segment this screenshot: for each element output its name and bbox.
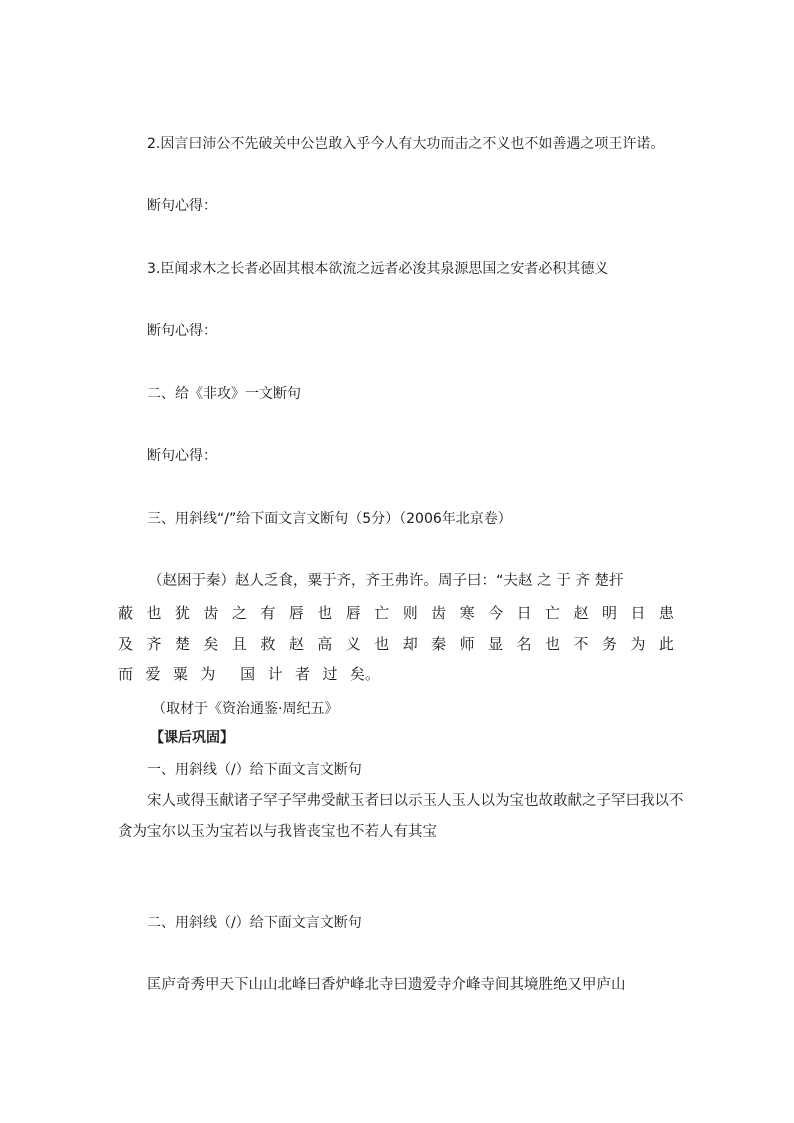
question-2-text: 2.因言曰沛公不先破关中公岂敢入乎今人有大功而击之不义也不如善遇之项王许诺。	[147, 136, 665, 152]
after-class-item-2-text: 匡庐奇秀甲天下山山北峰曰香炉峰北寺曰遗爱寺介峰寺间其境胜绝又甲庐山	[147, 977, 626, 993]
section-3-line-3: 及 齐 楚 矣 且 救 赵 高 义 也 却 秦 师 显 名 也 不 务 为 此	[118, 635, 674, 653]
question-2-note: 断句心得：	[147, 198, 217, 214]
section-3-line-2: 蔽 也 犹 齿 之 有 唇 也 唇 亡 则 齿 寒 今 日 亡 赵 明 日 患	[118, 604, 674, 622]
section-3-source: （取材于《资治通鉴·周纪五》	[152, 701, 339, 717]
section-2-title: 二、给《非攻》一文断句	[147, 386, 301, 402]
after-class-item-1-line-2: 贪为宝尔以玉为宝若以与我皆丧宝也不若人有其宝	[118, 824, 437, 840]
after-class-item-1-title: 一、用斜线（/）给下面文言文断句	[147, 762, 362, 778]
question-3-text: 3.臣闻求木之长者必固其根本欲流之远者必浚其泉源思国之安者必积其德义	[147, 261, 609, 277]
section-3-line-4: 而 爱 粟 为 国 计 者 过 矣。	[118, 665, 380, 683]
after-class-item-1-line-1: 宋人或得玉献诸子罕子罕弗受献玉者曰以示玉人玉人以为宝也故敢献之子罕曰我以不	[147, 793, 684, 809]
after-class-item-2-title: 二、用斜线（/）给下面文言文断句	[147, 915, 362, 931]
section-3-line-1: （赵困于秦）赵人乏食，粟于齐，齐王弗许。周子曰：“夫赵 之 于 齐 楚扞	[148, 573, 624, 589]
question-3-note: 断句心得：	[147, 323, 217, 339]
after-class-title: 【课后巩固】	[150, 730, 234, 746]
section-3-title: 三、用斜线“/”给下面文言文断句（5分）（2006年北京卷）	[147, 511, 512, 527]
section-2-note: 断句心得：	[147, 448, 217, 464]
